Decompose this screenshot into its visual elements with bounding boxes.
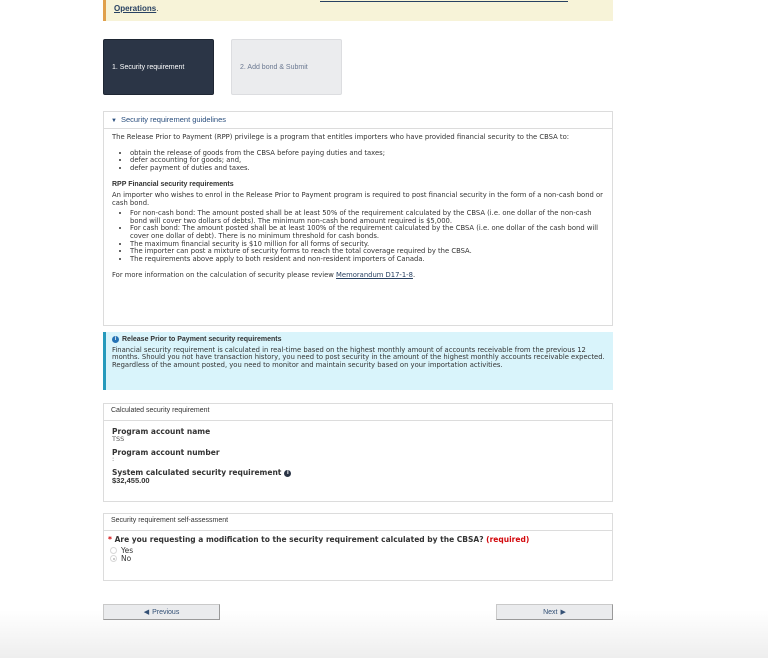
- modification-question: [108, 536, 608, 544]
- financial-heading: RPP Financial security requirements: [112, 181, 234, 189]
- list-item: • For cash bond: The amount posted shall be at least 100% of the requirement calculated by the CBSA (i.e. one dollar of the cash bond will cover one dollar of debt). There is no minimum threshold for cash bonds.: [130, 225, 604, 240]
- alert-title-row: [112, 336, 607, 344]
- self-assessment-heading: Security requirement self-assessment: [104, 514, 612, 531]
- memorandum-link[interactable]: Memorandum D17-1-8: [336, 271, 413, 280]
- step-security-requirement[interactable]: 1. Security requirement: [103, 39, 214, 95]
- rpp-info-alert: [103, 332, 613, 390]
- guidelines-details: [103, 111, 613, 326]
- self-assessment-panel: [103, 513, 613, 581]
- account-number-value: :: [112, 455, 115, 464]
- list-item: • defer payment of duties and taxes.: [130, 165, 604, 173]
- previous-label: Previous: [152, 608, 180, 616]
- radio-yes-label: Yes: [121, 545, 134, 555]
- guidelines-summary-label: Security requirement guidelines: [120, 115, 227, 124]
- account-name-value: TSS: [112, 434, 125, 443]
- previous-button[interactable]: [103, 604, 220, 620]
- operations-link[interactable]: Operations: [114, 4, 157, 13]
- self-assessment-body: [104, 531, 612, 568]
- guidelines-body: [104, 129, 612, 285]
- radio-option-yes[interactable]: [108, 547, 608, 555]
- step-add-bond-submit[interactable]: 2. Add bond & Submit: [231, 39, 342, 95]
- question-text: Are you requesting a modification to the security requirement calculated by the CBSA?: [114, 535, 484, 544]
- warning-banner-link-underline: [320, 0, 568, 2]
- financial-list: [112, 210, 604, 263]
- guidelines-intro: The Release Prior to Payment (RPP) privilege is a program that entitles importers who have provided financial security to the CBSA to:: [112, 133, 570, 141]
- arrow-right-icon: ▶: [560, 609, 566, 616]
- system-requirement-label-row: [112, 469, 604, 477]
- list-item: • obtain the release of goods from the CBSA before paying duties and taxes;: [130, 150, 604, 158]
- calculated-heading: Calculated security requirement: [104, 404, 612, 421]
- financial-intro: An importer who wishes to enrol in the Release Prior to Payment program is required to post financial security in the form of a non-cash bond or cash bond.: [112, 190, 603, 207]
- list-item: • For non-cash bond: The amount posted shall be at least 50% of the requirement calculated by the CBSA (i.e. one dollar of the non-cash bond will cover two dollars of debts). The minimum non-cash bond amount required is $5,000.: [130, 210, 604, 225]
- account-name-label: Program account name: [112, 427, 211, 436]
- required-label: (required): [486, 535, 530, 544]
- required-asterisk: *: [108, 535, 112, 544]
- next-label: Next: [543, 608, 558, 616]
- more-info-prefix: For more information on the calculation of security please review: [112, 271, 337, 280]
- warning-banner: [103, 0, 613, 21]
- alert-title: Release Prior to Payment security requirements: [122, 336, 282, 343]
- system-requirement-value: $32,455.00: [112, 475, 150, 485]
- list-item: • The importer can post a mixture of security forms to reach the total coverage required by the CBSA.: [130, 248, 604, 256]
- modification-radio-group: [108, 547, 608, 563]
- account-number-label: Program account number: [112, 447, 220, 457]
- guidelines-summary-toggle[interactable]: [104, 112, 612, 129]
- info-icon[interactable]: i: [284, 470, 291, 477]
- radio-no[interactable]: [110, 555, 117, 562]
- list-item: • The requirements above apply to both resident and non-resident importers of Canada.: [130, 256, 604, 264]
- system-requirement-label: System calculated security requirement: [112, 468, 282, 478]
- calculated-body: [104, 421, 612, 489]
- triangle-down-icon: ▼: [111, 118, 117, 124]
- calculated-security-panel: [103, 403, 613, 502]
- more-info-text: [112, 272, 604, 280]
- radio-yes[interactable]: [110, 547, 117, 554]
- wizard-steps: [103, 39, 342, 95]
- radio-option-no[interactable]: [108, 555, 608, 563]
- intro-list: [112, 150, 604, 173]
- next-button[interactable]: [496, 604, 613, 620]
- arrow-left-icon: ◀: [143, 609, 150, 616]
- radio-no-label: No: [121, 553, 132, 563]
- warning-banner-suffix: .: [156, 5, 159, 13]
- more-info-suffix: .: [412, 271, 416, 280]
- list-item: • defer accounting for goods; and,: [130, 157, 604, 165]
- info-icon: i: [112, 336, 119, 343]
- list-item: • The maximum financial security is $10 million for all forms of security.: [130, 241, 604, 249]
- alert-body: Financial security requirement is calculated in real-time based on the highest monthly amount of accounts receivable from the previous 12 months. Should you not have transaction history, you need to post security in the amount of the highest monthly accounts receivable expected. Regardless of the amount posted, you need to monitor and maintain security based on your importation activities.: [112, 345, 605, 369]
